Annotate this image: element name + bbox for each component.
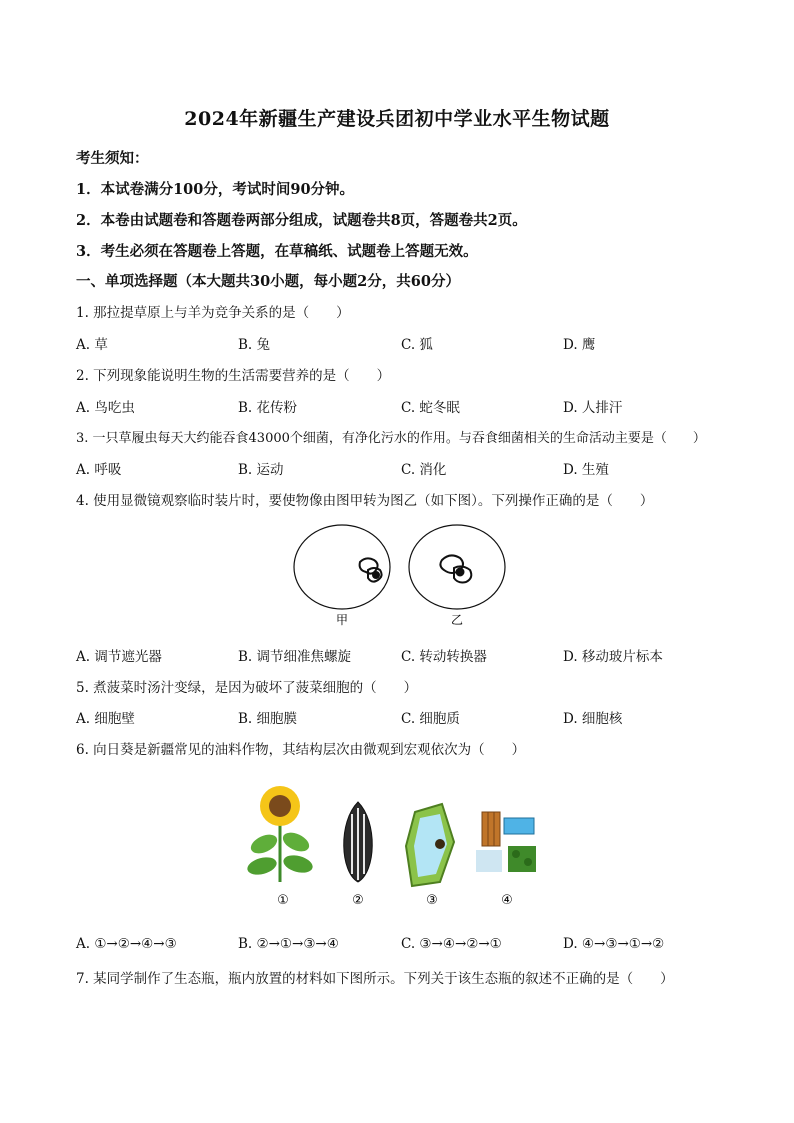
sunflower-plant-image — [245, 786, 314, 882]
option-a: A. 鸟吃虫 — [76, 400, 135, 416]
option-b: B. ②→①→③→④ — [238, 936, 339, 952]
figure-label-1: ① — [277, 893, 289, 908]
option-c: C. ③→④→②→① — [401, 936, 502, 952]
option-c: C. 狐 — [401, 337, 433, 353]
question-stem: 4. 使用显微镜观察临时装片时，要使物像由图甲转为图乙（如下图）。下列操作正确的是（ ） — [76, 493, 654, 509]
question-stem: 5. 煮菠菜时汤汁变绿，是因为破坏了菠菜细胞的（ ） — [76, 680, 418, 696]
option-a: A. 调节遮光器 — [76, 649, 162, 665]
option-d: D. 生殖 — [563, 462, 609, 478]
notice-item: 2．本卷由试题卷和答题卷两部分组成，试题卷共8页，答题卷共2页。 — [76, 212, 527, 229]
option-d: D. ④→③→①→② — [563, 936, 665, 952]
option-c: C. 消化 — [401, 462, 447, 478]
figure-label-3: ③ — [426, 893, 438, 908]
option-b: B. 调节细准焦螺旋 — [238, 649, 352, 665]
section-heading: 一、单项选择题（本大题共30小题，每小题2分，共60分） — [76, 273, 460, 290]
option-b: B. 花传粉 — [238, 400, 298, 416]
option-a: A. ①→②→④→③ — [76, 936, 177, 952]
option-a: A. 呼吸 — [76, 462, 122, 478]
question-stem: 3. 一只草履虫每天大约能吞食43000个细菌，有净化污水的作用。与吞食细菌相关的生命活动主要是（ ） — [76, 431, 706, 446]
option-d: D. 细胞核 — [563, 711, 623, 727]
option-a: A. 草 — [76, 337, 108, 353]
option-d: D. 移动玻片标本 — [563, 649, 663, 665]
question-stem: 1. 那拉提草原上与羊为竞争关系的是（ ） — [76, 305, 350, 321]
figure-label-4: ④ — [501, 893, 513, 908]
option-c: C. 转动转换器 — [401, 649, 487, 665]
option-b: B. 兔 — [238, 337, 271, 353]
plant-tissues-image — [476, 812, 536, 872]
option-d: D. 人排汗 — [563, 400, 623, 416]
cell-image-yi — [440, 555, 471, 582]
question-stem: 2. 下列现象能说明生物的生活需要营养的是（ ） — [76, 368, 391, 384]
figure-label-jia: 甲 — [335, 613, 349, 627]
option-c: C. 蛇冬眠 — [401, 400, 460, 416]
figure-label-yi: 乙 — [450, 613, 464, 627]
microscope-figure — [290, 520, 530, 632]
figure-label-2: ② — [352, 893, 364, 908]
option-b: B. 细胞膜 — [238, 711, 298, 727]
option-b: B. 运动 — [238, 462, 284, 478]
plant-cell-image — [406, 804, 454, 886]
notice-heading: 考生须知： — [76, 150, 149, 167]
notice-item: 1．本试卷满分100分，考试时间90分钟。 — [76, 181, 355, 198]
option-c: C. 细胞质 — [401, 711, 460, 727]
page-title: 2024年新疆生产建设兵团初中学业水平生物试题 — [184, 108, 610, 130]
question-stem: 7. 某同学制作了生态瓶，瓶内放置的材料如下图所示。下列关于该生态瓶的叙述不正确的是（ ） — [76, 971, 674, 987]
field-of-view-jia — [294, 525, 390, 609]
notice-item: 3．考生必须在答题卷上答题，在草稿纸、试题卷上答题无效。 — [76, 243, 478, 260]
option-d: D. 鹰 — [563, 337, 596, 353]
sunflower-seed-image — [344, 802, 373, 882]
question-stem: 6. 向日葵是新疆常见的油料作物，其结构层次由微观到宏观依次为（ ） — [76, 742, 526, 758]
cell-image-jia — [360, 558, 382, 581]
sunflower-structure-figure — [240, 782, 550, 912]
option-a: A. 细胞壁 — [76, 711, 135, 727]
